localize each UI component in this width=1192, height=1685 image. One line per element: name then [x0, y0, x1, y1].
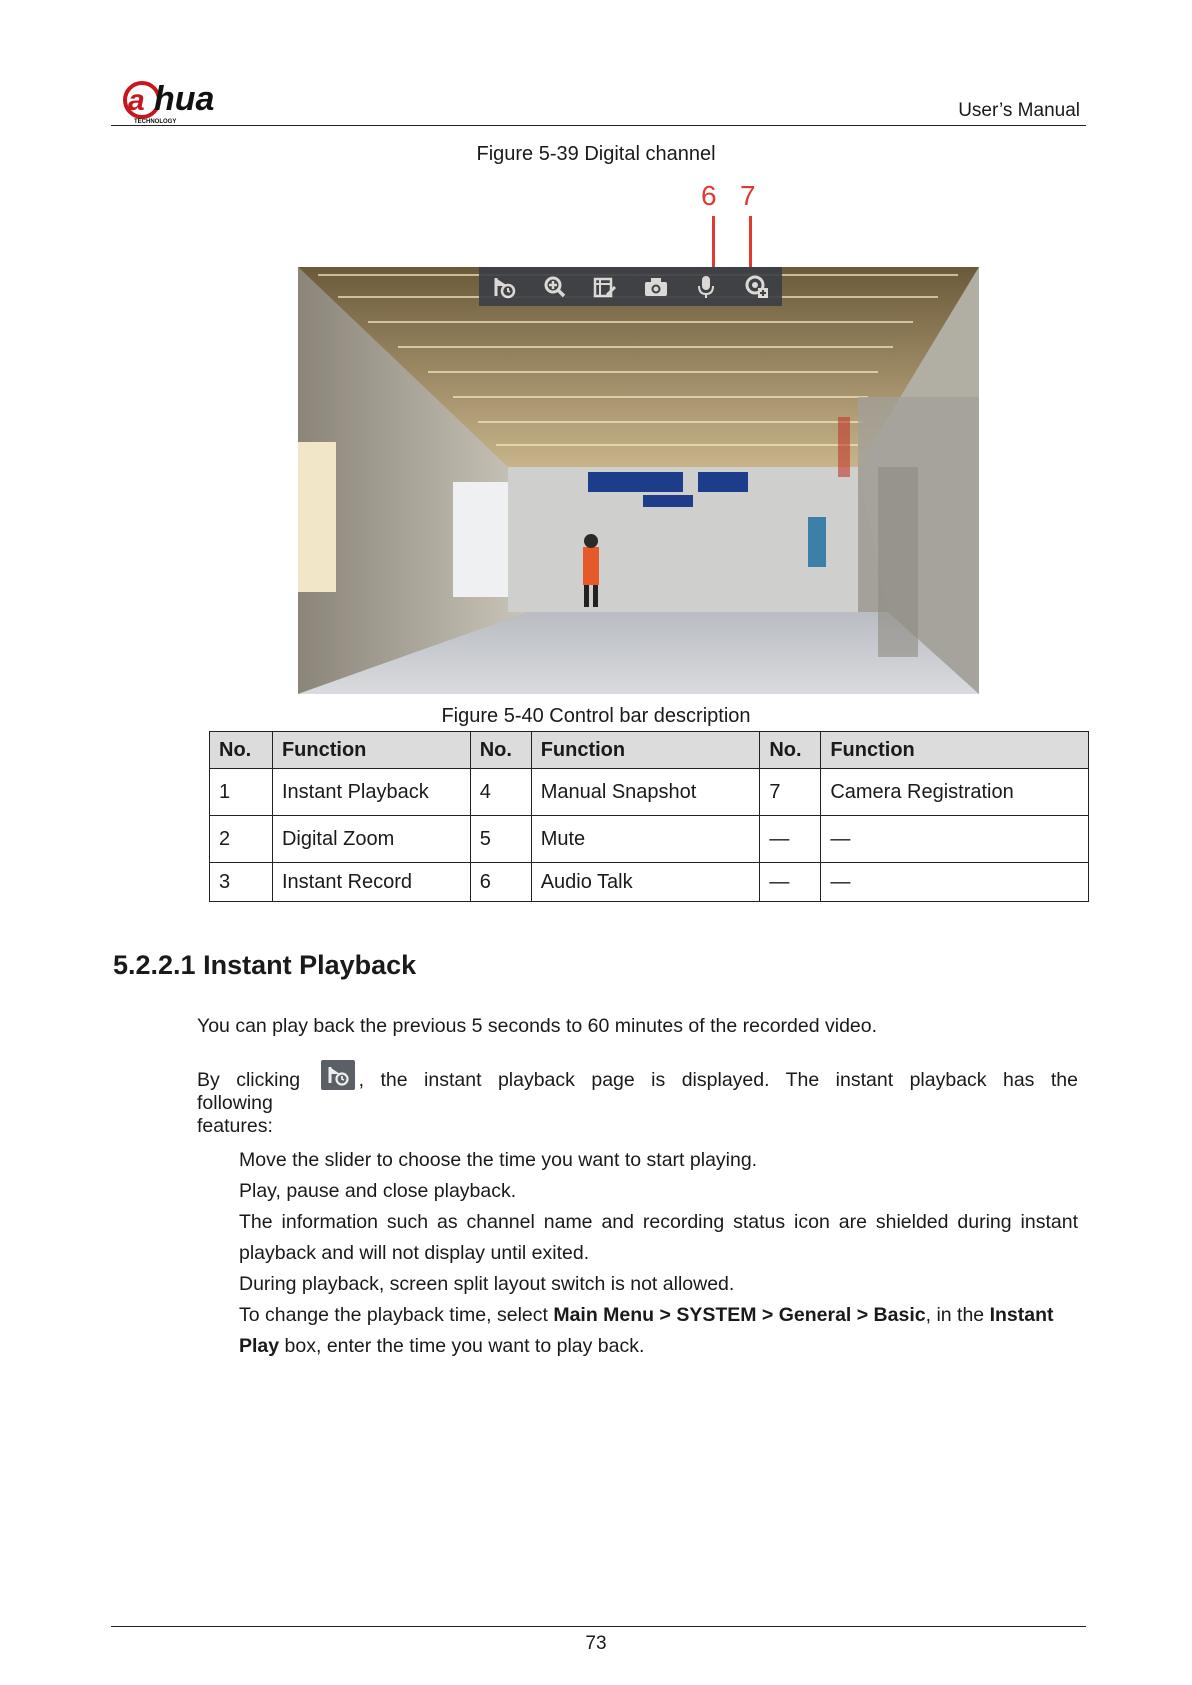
- callout-6: 6: [701, 180, 717, 211]
- list-item: Move the slider to choose the time you want to start playing.: [239, 1149, 758, 1171]
- menu-path: Main Menu > SYSTEM > General > Basic: [553, 1304, 926, 1326]
- table-cell: Instant Record: [272, 863, 470, 902]
- digital-zoom-icon[interactable]: [543, 275, 567, 299]
- table-cell: 5: [470, 816, 531, 863]
- table-cell: 3: [210, 863, 273, 902]
- header-divider: [111, 125, 1086, 126]
- table-header-row: [210, 732, 1089, 769]
- section-title: 5.2.2.1 Instant Playback: [113, 950, 417, 980]
- list-item: Play, pause and close playback.: [239, 1180, 517, 1202]
- camera-view-image: [298, 267, 979, 694]
- table-cell: —: [760, 863, 821, 902]
- table-cell: Mute: [531, 816, 760, 863]
- table-header: No.: [470, 732, 531, 769]
- callout-7-line: [749, 216, 752, 269]
- instant-playback-icon[interactable]: [492, 275, 516, 299]
- click-before-text: By clicking: [197, 1069, 301, 1091]
- table-cell: —: [760, 816, 821, 863]
- table-cell: 4: [470, 769, 531, 816]
- table-row: [210, 816, 1089, 863]
- table-cell: Audio Talk: [531, 863, 760, 902]
- intro-paragraph: You can play back the previous 5 seconds to 60 minutes of the recorded video.: [197, 1015, 878, 1037]
- list-item: During playback, screen split layout switch is not allowed.: [239, 1273, 735, 1295]
- footer-divider: [111, 1626, 1086, 1627]
- figure-39-caption: Figure 5-39 Digital channel: [476, 143, 716, 165]
- click-paragraph: [197, 1060, 1078, 1115]
- dahua-logo: [120, 76, 260, 132]
- table-header: Function: [821, 732, 1089, 769]
- svg-text:a: a: [128, 84, 145, 117]
- svg-text:hua: hua: [154, 80, 215, 118]
- list-item: [239, 1300, 1078, 1362]
- table-cell: Instant Playback: [272, 769, 470, 816]
- control-bar: [479, 267, 782, 306]
- table-cell: Manual Snapshot: [531, 769, 760, 816]
- instant-play-field-name: Instant Play: [239, 1304, 1054, 1357]
- click-after-text: , the instant playback page is displayed. The instant playback has the following: [197, 1069, 1078, 1114]
- callout-6-line: [712, 216, 715, 269]
- camera-registration-icon[interactable]: [745, 275, 769, 299]
- last-post-text: box, enter the time you want to play back.: [279, 1335, 645, 1357]
- table-row: [210, 863, 1089, 902]
- last-mid-text: , in the: [925, 1304, 990, 1326]
- figure-40-caption: Figure 5-40 Control bar description: [441, 705, 751, 727]
- list-item: The information such as channel name and recording status icon are shielded during instant playback and will not display until exited.: [239, 1211, 1078, 1264]
- table-cell: 6: [470, 863, 531, 902]
- table-header: No.: [760, 732, 821, 769]
- table-header: No.: [210, 732, 273, 769]
- table-cell: 2: [210, 816, 273, 863]
- table-cell: Camera Registration: [821, 769, 1089, 816]
- table-header: Function: [272, 732, 470, 769]
- snapshot-icon[interactable]: [644, 275, 668, 299]
- microphone-icon[interactable]: [694, 275, 718, 299]
- table-header: Function: [531, 732, 760, 769]
- features-label: features:: [197, 1115, 273, 1137]
- logo-sub-text: TECHNOLOGY: [134, 119, 177, 125]
- table-cell: 7: [760, 769, 821, 816]
- table-cell: —: [821, 816, 1089, 863]
- table-cell: —: [821, 863, 1089, 902]
- manual-title: User’s Manual: [958, 100, 1080, 121]
- instant-playback-icon: [321, 1060, 355, 1090]
- control-bar-table: [209, 731, 1089, 902]
- page-number: 73: [585, 1633, 607, 1654]
- table-cell: 1: [210, 769, 273, 816]
- callout-7: 7: [740, 180, 756, 211]
- last-pre-text: To change the playback time, select: [239, 1304, 554, 1326]
- table-cell: Digital Zoom: [272, 816, 470, 863]
- instant-record-icon[interactable]: [593, 275, 617, 299]
- table-row: [210, 769, 1089, 816]
